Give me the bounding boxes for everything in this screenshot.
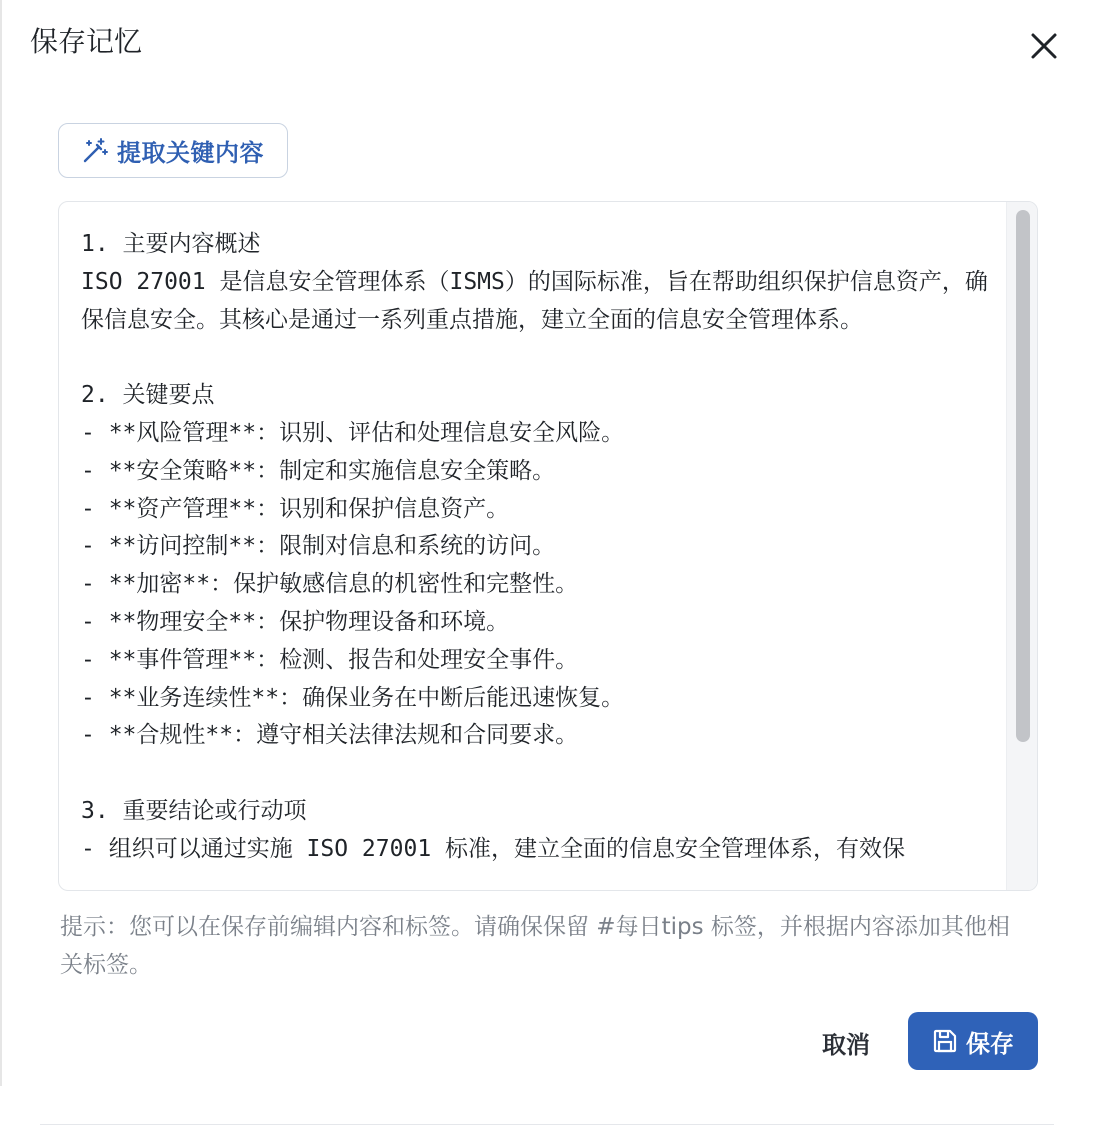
- save-hint-text: 提示：您可以在保存前编辑内容和标签。请确保保留 #每日tips 标签，并根据内容添加其他相关标签。: [60, 914, 1010, 978]
- extract-key-content-button[interactable]: [58, 123, 288, 178]
- cancel-button[interactable]: 取消: [822, 1030, 870, 1059]
- save-button[interactable]: [908, 1012, 1038, 1070]
- editor-scrollbar-track[interactable]: [1006, 202, 1037, 890]
- editor-scrollbar-thumb[interactable]: [1016, 210, 1030, 742]
- close-icon: [1030, 32, 1058, 60]
- memory-content-editor[interactable]: [58, 201, 1038, 891]
- dialog-title: 保存记忆: [30, 25, 143, 58]
- save-button-label: 保存: [966, 1029, 1014, 1058]
- magic-wand-icon: [81, 137, 109, 165]
- background-page-edge: [0, 0, 2, 1086]
- bottom-divider: [40, 1124, 1054, 1125]
- close-button[interactable]: [1024, 26, 1064, 66]
- save-memory-dialog: [8, 0, 1086, 1090]
- memory-content-text[interactable]: 1. 主要内容概述 ISO 27001 是信息安全管理体系（ISMS）的国际标准，旨在帮助组织保护信息资产，确保信息安全。其核心是通过一系列重点措施，建立全面的信息安全管理体系。 2. 关键要点 - **风险管理**：识别、评估和处理信息安全风险。 - **安全策略**：制定和实施信息安全策略。 - **资产管理**：识别和保护信息资产。 - **访问控制**：限制对信息和系统的访问。 - **加密**：保护敏感信息的机密性和完整性。 - **物理安全**：保护物理设备和环境。 - **事件管理**：检测、报告和处理安全事件。 - **业务连续性**：确保业务在中断后能迅速恢复。 - **合规性**：遵守相关法律法规和合同要求。 3. 重要结论或行动项 - 组织可以通过实施 ISO 27001 标准，建立全面的信息安全管理体系，有效保: [81, 231, 988, 862]
- save-icon: [932, 1028, 958, 1054]
- extract-key-content-label: 提取关键内容: [117, 139, 264, 167]
